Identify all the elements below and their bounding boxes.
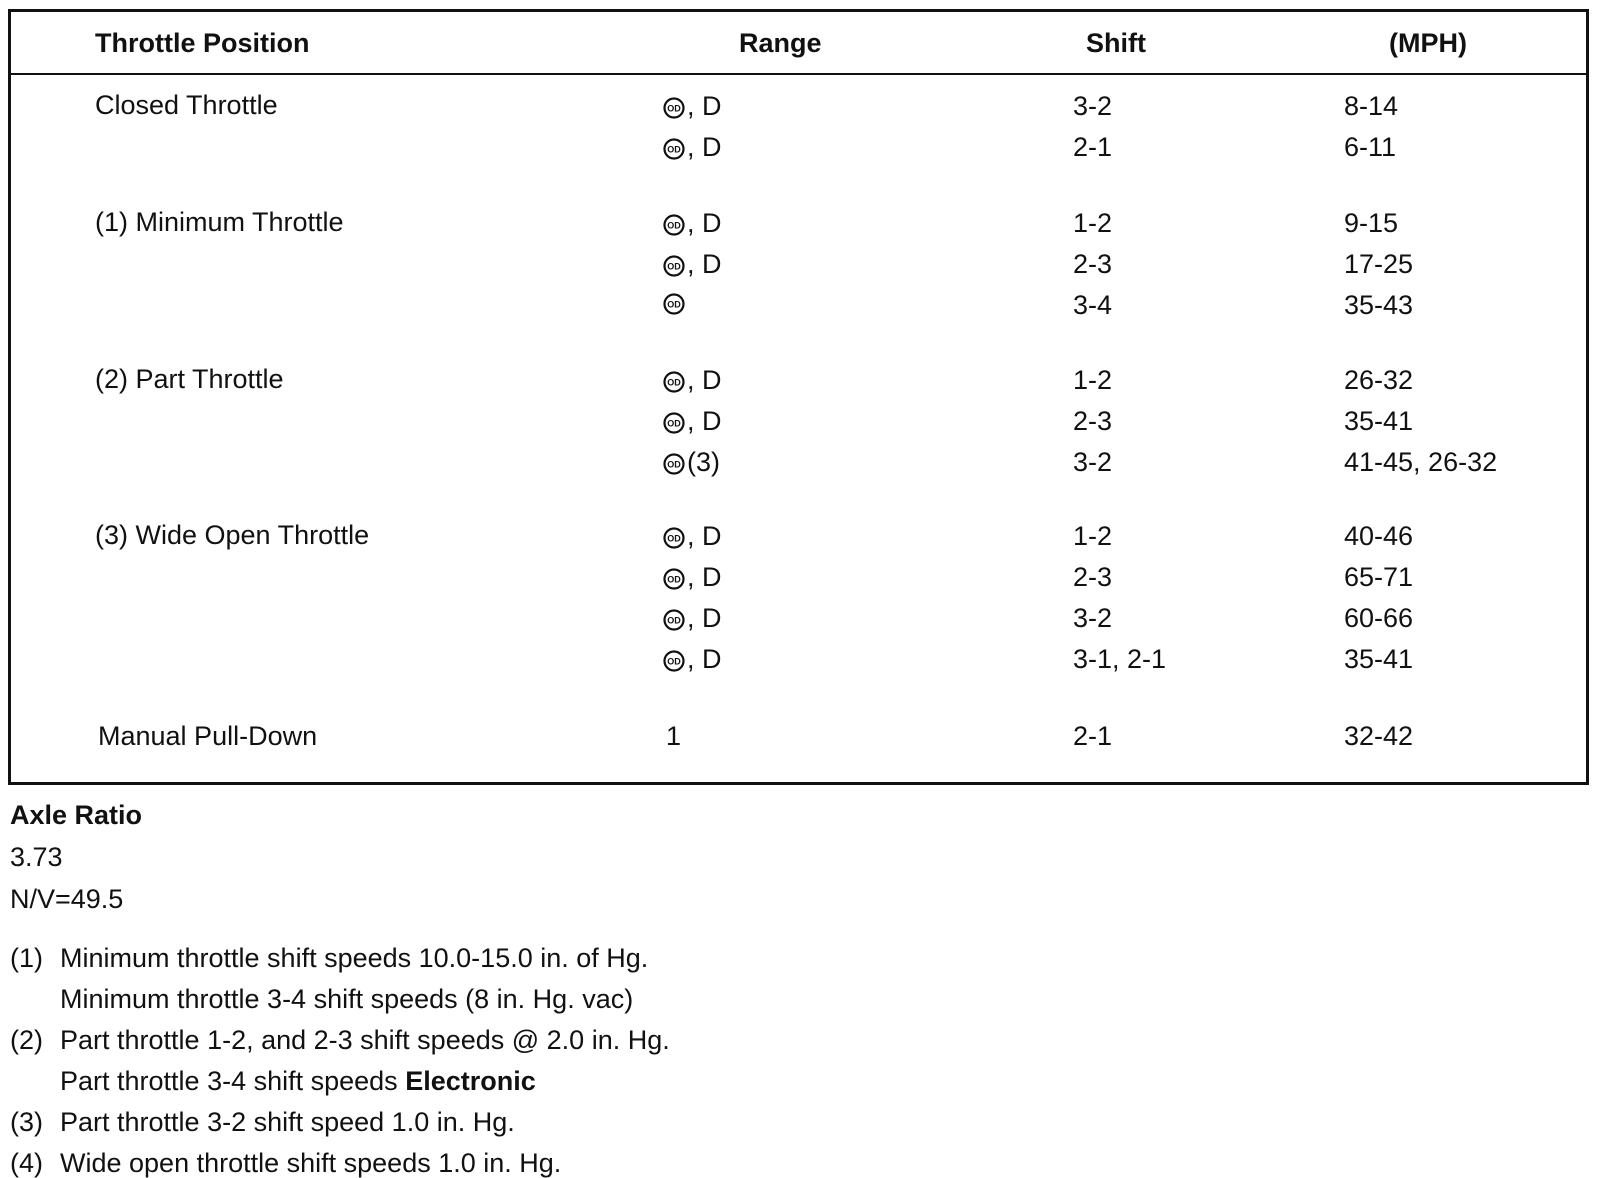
group-label-wide-open-throttle: (3) Wide Open Throttle <box>95 520 370 550</box>
footnote-number: (3) <box>10 1107 43 1137</box>
shift-cell: 2-3 <box>1073 562 1113 592</box>
header-throttle-position: Throttle Position <box>95 28 310 58</box>
shift-cell: 3-4 <box>1073 290 1113 320</box>
range-cell <box>663 290 687 315</box>
axle-ratio-title: Axle Ratio <box>10 800 143 830</box>
overdrive-circle-icon <box>663 293 685 315</box>
mph-cell: 35-41 <box>1344 644 1414 674</box>
svg-text:OD: OD <box>667 377 681 387</box>
range-cell <box>663 562 722 592</box>
header-mph: (MPH) <box>1389 28 1467 58</box>
shift-cell: 3-1, 2-1 <box>1073 644 1167 674</box>
mph-cell: 6-11 <box>1344 132 1397 162</box>
svg-text:OD: OD <box>667 220 681 230</box>
footnote-number: (4) <box>10 1148 43 1178</box>
header-range: Range <box>739 28 822 58</box>
range-cell <box>663 447 720 477</box>
footnote-1-continuation: Minimum throttle 3-4 shift speeds (8 in. Hg. vac) <box>60 984 634 1014</box>
shift-cell: 1-2 <box>1073 365 1113 395</box>
range-suffix: , D <box>687 249 722 279</box>
overdrive-circle-icon <box>663 97 685 119</box>
footnote-text: Part throttle 3-2 shift speed 1.0 in. Hg. <box>60 1107 515 1137</box>
svg-text:OD: OD <box>667 533 681 543</box>
svg-text:OD: OD <box>667 261 681 271</box>
table-row <box>11 249 1586 281</box>
svg-text:OD: OD <box>667 144 681 154</box>
range-cell <box>663 208 722 238</box>
mph-cell: 60-66 <box>1344 603 1414 633</box>
range-cell <box>663 132 722 162</box>
overdrive-circle-icon <box>663 255 685 277</box>
table-row <box>11 603 1586 635</box>
axle-ratio-section <box>10 800 1570 926</box>
range-cell <box>663 644 722 674</box>
table-row <box>11 521 1586 553</box>
svg-text:OD: OD <box>667 459 681 469</box>
range-cell <box>663 521 722 551</box>
table-row <box>11 132 1586 164</box>
overdrive-circle-icon <box>663 453 685 475</box>
table-row <box>11 644 1586 676</box>
shift-cell: 3-2 <box>1073 447 1113 477</box>
range-suffix: , D <box>687 406 722 436</box>
range-cell <box>663 603 722 633</box>
table-row <box>11 447 1586 479</box>
footnote-text: Minimum throttle shift speeds 10.0-15.0 in. of Hg. <box>60 943 649 973</box>
footnote-number: (2) <box>10 1025 43 1055</box>
range-cell <box>663 406 722 436</box>
overdrive-circle-icon <box>663 650 685 672</box>
overdrive-circle-icon <box>663 527 685 549</box>
range-cell <box>663 249 722 279</box>
table-row <box>11 562 1586 594</box>
table-row <box>11 290 1586 322</box>
range-suffix: , D <box>687 208 722 238</box>
mph-cell: 41-45, 26-32 <box>1344 447 1498 477</box>
svg-text:OD: OD <box>667 615 681 625</box>
shift-cell: 3-2 <box>1073 603 1113 633</box>
svg-text:OD: OD <box>667 574 681 584</box>
footnote-text: Part throttle 3-4 shift speeds <box>60 1066 406 1096</box>
mph-cell: 40-46 <box>1344 521 1414 551</box>
group-label-minimum-throttle: (1) Minimum Throttle <box>95 207 344 237</box>
axle-ratio-value: 3.73 <box>10 842 63 872</box>
footnote-number: (1) <box>10 943 43 973</box>
mph-cell: 26-32 <box>1344 365 1414 395</box>
svg-text:OD: OD <box>667 103 681 113</box>
overdrive-circle-icon <box>663 609 685 631</box>
shift-cell: 3-2 <box>1073 91 1113 121</box>
range-cell <box>663 365 722 395</box>
mph-cell: 8-14 <box>1344 91 1399 121</box>
range-suffix: , D <box>687 562 722 592</box>
svg-text:OD: OD <box>667 299 681 310</box>
table-header-row <box>11 12 1586 75</box>
mph-cell: 32-42 <box>1344 721 1414 751</box>
footnote-text: Part throttle 1-2, and 2-3 shift speeds @ 2.0 in. Hg. <box>60 1025 670 1055</box>
shift-cell: 2-3 <box>1073 406 1113 436</box>
range-suffix: (3) <box>687 447 720 477</box>
mph-cell: 35-43 <box>1344 290 1414 320</box>
table-row <box>11 721 1586 753</box>
footnote-1 <box>10 943 648 973</box>
range-suffix: , D <box>687 644 722 674</box>
footnote-3 <box>10 1107 515 1137</box>
shift-cell: 2-1 <box>1073 132 1113 162</box>
shift-cell: 2-3 <box>1073 249 1113 279</box>
footnote-emphasis: Electronic <box>405 1066 536 1096</box>
group-label-closed-throttle: Closed Throttle <box>95 90 278 120</box>
group-label-manual-pull-down: Manual Pull-Down <box>98 721 318 751</box>
shift-speed-table <box>8 9 1589 785</box>
range-suffix: , D <box>687 521 722 551</box>
footnote-2-continuation <box>60 1066 536 1096</box>
footnote-text: Wide open throttle shift speeds 1.0 in. Hg. <box>60 1148 562 1178</box>
range-suffix: , D <box>687 603 722 633</box>
overdrive-circle-icon <box>663 214 685 236</box>
mph-cell: 65-71 <box>1344 562 1414 592</box>
shift-cell: 1-2 <box>1073 208 1113 238</box>
overdrive-circle-icon <box>663 138 685 160</box>
range-suffix: , D <box>687 91 722 121</box>
nv-ratio-value: N/V=49.5 <box>10 884 124 914</box>
overdrive-circle-icon <box>663 412 685 434</box>
overdrive-circle-icon <box>663 568 685 590</box>
footnote-4 <box>10 1148 561 1178</box>
footnote-2 <box>10 1025 670 1055</box>
range-cell: 1 <box>666 721 682 751</box>
mph-cell: 35-41 <box>1344 406 1414 436</box>
table-row <box>11 208 1586 240</box>
range-suffix: , D <box>687 132 722 162</box>
range-suffix: , D <box>687 365 722 395</box>
header-shift: Shift <box>1086 28 1146 58</box>
range-cell <box>663 91 722 121</box>
svg-text:OD: OD <box>667 656 681 666</box>
table-row <box>11 406 1586 438</box>
group-label-part-throttle: (2) Part Throttle <box>95 364 284 394</box>
table-row <box>11 91 1586 123</box>
svg-text:OD: OD <box>667 418 681 428</box>
table-row <box>11 365 1586 397</box>
mph-cell: 9-15 <box>1344 208 1399 238</box>
shift-cell: 1-2 <box>1073 521 1113 551</box>
shift-cell: 2-1 <box>1073 721 1113 751</box>
overdrive-circle-icon <box>663 371 685 393</box>
mph-cell: 17-25 <box>1344 249 1414 279</box>
